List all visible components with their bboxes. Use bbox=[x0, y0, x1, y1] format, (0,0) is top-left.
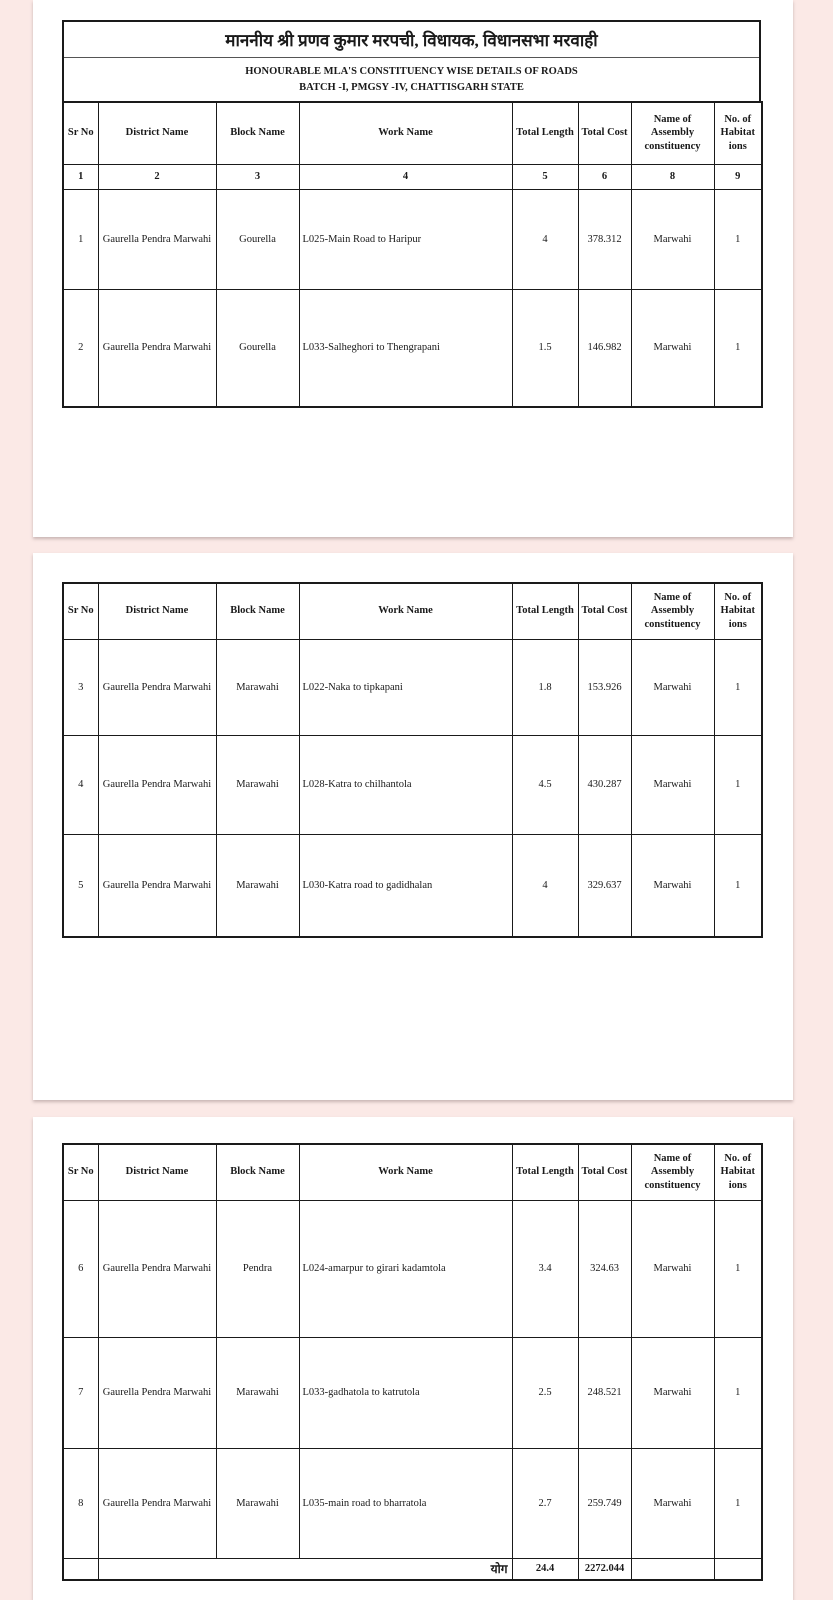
cell-length: 4 bbox=[512, 834, 578, 937]
col-header-block: Block Name bbox=[216, 583, 299, 639]
cell-sr-no: 8 bbox=[63, 1448, 98, 1558]
col-header-district: District Name bbox=[98, 583, 216, 639]
col-header-sr-no: Sr No bbox=[63, 583, 98, 639]
cell-block: Marawahi bbox=[216, 1337, 299, 1448]
col-header-assembly: Name of Assembly constituency bbox=[631, 1144, 714, 1200]
table-row bbox=[63, 289, 762, 407]
cell-assembly: Marwahi bbox=[631, 1448, 714, 1558]
cell-sr-no: 1 bbox=[63, 189, 98, 289]
cell-assembly: Marwahi bbox=[631, 1337, 714, 1448]
page-title: माननीय श्री प्रणव कुमार मरपची, विधायक, विधानसभा मरवाही bbox=[64, 22, 759, 58]
subtitle-line-1: HONOURABLE MLA'S CONSTITUENCY WISE DETAILS OF ROADS bbox=[245, 66, 578, 78]
cell-assembly: Marwahi bbox=[631, 639, 714, 735]
cell-assembly: Marwahi bbox=[631, 189, 714, 289]
cell-work: L024-amarpur to girari kadamtola bbox=[299, 1200, 512, 1337]
cell-sr-no: 5 bbox=[63, 834, 98, 937]
roads-table-2 bbox=[62, 582, 763, 938]
cell-assembly: Marwahi bbox=[631, 289, 714, 407]
cell-habitations: 1 bbox=[714, 834, 762, 937]
cell-work: L028-Katra to chilhantola bbox=[299, 735, 512, 834]
cell-assembly: Marwahi bbox=[631, 834, 714, 937]
cell-work: L033-Salheghori to Thengrapani bbox=[299, 289, 512, 407]
col-header-block: Block Name bbox=[216, 1144, 299, 1200]
table-header-row bbox=[63, 1144, 762, 1200]
col-header-district: District Name bbox=[98, 102, 216, 164]
cell-habitations: 1 bbox=[714, 289, 762, 407]
roads-table-1 bbox=[62, 101, 763, 408]
cell-cost: 378.312 bbox=[578, 189, 631, 289]
cell-block: Gourella bbox=[216, 189, 299, 289]
col-header-cost: Total Cost bbox=[578, 1144, 631, 1200]
col-header-sr-no: Sr No bbox=[63, 102, 98, 164]
cell-cost: 153.926 bbox=[578, 639, 631, 735]
cell-length: 2.5 bbox=[512, 1337, 578, 1448]
total-cost-value: 2272.044 bbox=[578, 1558, 631, 1580]
cell-block: Marawahi bbox=[216, 834, 299, 937]
table-row bbox=[63, 189, 762, 289]
cell-block: Pendra bbox=[216, 1200, 299, 1337]
cell-cost: 146.982 bbox=[578, 289, 631, 407]
table-row bbox=[63, 639, 762, 735]
cell-district: Gaurella Pendra Marwahi bbox=[98, 189, 216, 289]
col-header-length: Total Length bbox=[512, 102, 578, 164]
col-number: 5 bbox=[512, 164, 578, 189]
col-header-habitations: No. of Habitat ions bbox=[714, 102, 762, 164]
cell-work: L022-Naka to tipkapani bbox=[299, 639, 512, 735]
cell-district: Gaurella Pendra Marwahi bbox=[98, 1337, 216, 1448]
cell-habitations: 1 bbox=[714, 189, 762, 289]
cell-assembly: Marwahi bbox=[631, 1200, 714, 1337]
document-page-2 bbox=[33, 553, 793, 1100]
cell-cost: 248.521 bbox=[578, 1337, 631, 1448]
cell-sr-no: 3 bbox=[63, 639, 98, 735]
col-header-block: Block Name bbox=[216, 102, 299, 164]
document-page-1 bbox=[33, 0, 793, 537]
total-row bbox=[63, 1558, 762, 1580]
col-header-assembly: Name of Assembly constituency bbox=[631, 583, 714, 639]
col-header-assembly: Name of Assembly constituency bbox=[631, 102, 714, 164]
cell-sr-no: 4 bbox=[63, 735, 98, 834]
cell-length: 4 bbox=[512, 189, 578, 289]
col-header-length: Total Length bbox=[512, 583, 578, 639]
cell-district: Gaurella Pendra Marwahi bbox=[98, 289, 216, 407]
cell-cost: 324.63 bbox=[578, 1200, 631, 1337]
cell-sr-no: 7 bbox=[63, 1337, 98, 1448]
cell-habitations: 1 bbox=[714, 735, 762, 834]
cell-cost: 329.637 bbox=[578, 834, 631, 937]
cell-habitations: 1 bbox=[714, 1448, 762, 1558]
cell-sr-no-empty bbox=[63, 1558, 98, 1580]
col-header-cost: Total Cost bbox=[578, 102, 631, 164]
cell-district: Gaurella Pendra Marwahi bbox=[98, 1448, 216, 1558]
table-row bbox=[63, 1337, 762, 1448]
table-header-row bbox=[63, 583, 762, 639]
cell-district: Gaurella Pendra Marwahi bbox=[98, 1200, 216, 1337]
col-header-cost: Total Cost bbox=[578, 583, 631, 639]
cell-habitations: 1 bbox=[714, 1200, 762, 1337]
cell-work: L025-Main Road to Haripur bbox=[299, 189, 512, 289]
cell-work: L035-main road to bharratola bbox=[299, 1448, 512, 1558]
table-row bbox=[63, 735, 762, 834]
col-header-habitations: No. of Habitat ions bbox=[714, 583, 762, 639]
cell-cost: 259.749 bbox=[578, 1448, 631, 1558]
cell-habitations: 1 bbox=[714, 1337, 762, 1448]
cell-sr-no: 6 bbox=[63, 1200, 98, 1337]
cell-work: L030-Katra road to gadidhalan bbox=[299, 834, 512, 937]
col-number: 2 bbox=[98, 164, 216, 189]
cell-sr-no: 2 bbox=[63, 289, 98, 407]
col-number: 3 bbox=[216, 164, 299, 189]
col-header-length: Total Length bbox=[512, 1144, 578, 1200]
column-number-row bbox=[63, 164, 762, 189]
cell-block: Marawahi bbox=[216, 735, 299, 834]
cell-habitations-empty bbox=[714, 1558, 762, 1580]
page-subtitle bbox=[64, 58, 759, 101]
cell-length: 2.7 bbox=[512, 1448, 578, 1558]
table-row bbox=[63, 1200, 762, 1337]
col-number: 4 bbox=[299, 164, 512, 189]
table-row bbox=[63, 1448, 762, 1558]
col-number: 8 bbox=[631, 164, 714, 189]
cell-assembly: Marwahi bbox=[631, 735, 714, 834]
cell-work: L033-gadhatola to katrutola bbox=[299, 1337, 512, 1448]
col-number: 9 bbox=[714, 164, 762, 189]
col-number: 1 bbox=[63, 164, 98, 189]
subtitle-line-2: BATCH -I, PMGSY -IV, CHATTISGARH STATE bbox=[299, 81, 524, 93]
col-number: 6 bbox=[578, 164, 631, 189]
col-header-work: Work Name bbox=[299, 583, 512, 639]
cell-habitations: 1 bbox=[714, 639, 762, 735]
cell-district: Gaurella Pendra Marwahi bbox=[98, 639, 216, 735]
cell-block: Marawahi bbox=[216, 1448, 299, 1558]
cell-block: Gourella bbox=[216, 289, 299, 407]
col-header-work: Work Name bbox=[299, 1144, 512, 1200]
document-page-3 bbox=[33, 1117, 793, 1600]
cell-district: Gaurella Pendra Marwahi bbox=[98, 834, 216, 937]
cell-district: Gaurella Pendra Marwahi bbox=[98, 735, 216, 834]
total-length-value: 24.4 bbox=[512, 1558, 578, 1580]
cell-length: 4.5 bbox=[512, 735, 578, 834]
roads-table-3 bbox=[62, 1143, 763, 1581]
cell-length: 3.4 bbox=[512, 1200, 578, 1337]
table-header-row bbox=[63, 102, 762, 164]
cell-length: 1.5 bbox=[512, 289, 578, 407]
cell-assembly-empty bbox=[631, 1558, 714, 1580]
cell-length: 1.8 bbox=[512, 639, 578, 735]
col-header-sr-no: Sr No bbox=[63, 1144, 98, 1200]
col-header-habitations: No. of Habitat ions bbox=[714, 1144, 762, 1200]
table-row bbox=[63, 834, 762, 937]
cell-block: Marawahi bbox=[216, 639, 299, 735]
title-box bbox=[62, 20, 761, 101]
col-header-district: District Name bbox=[98, 1144, 216, 1200]
total-label: योग bbox=[98, 1558, 512, 1580]
col-header-work: Work Name bbox=[299, 102, 512, 164]
cell-cost: 430.287 bbox=[578, 735, 631, 834]
